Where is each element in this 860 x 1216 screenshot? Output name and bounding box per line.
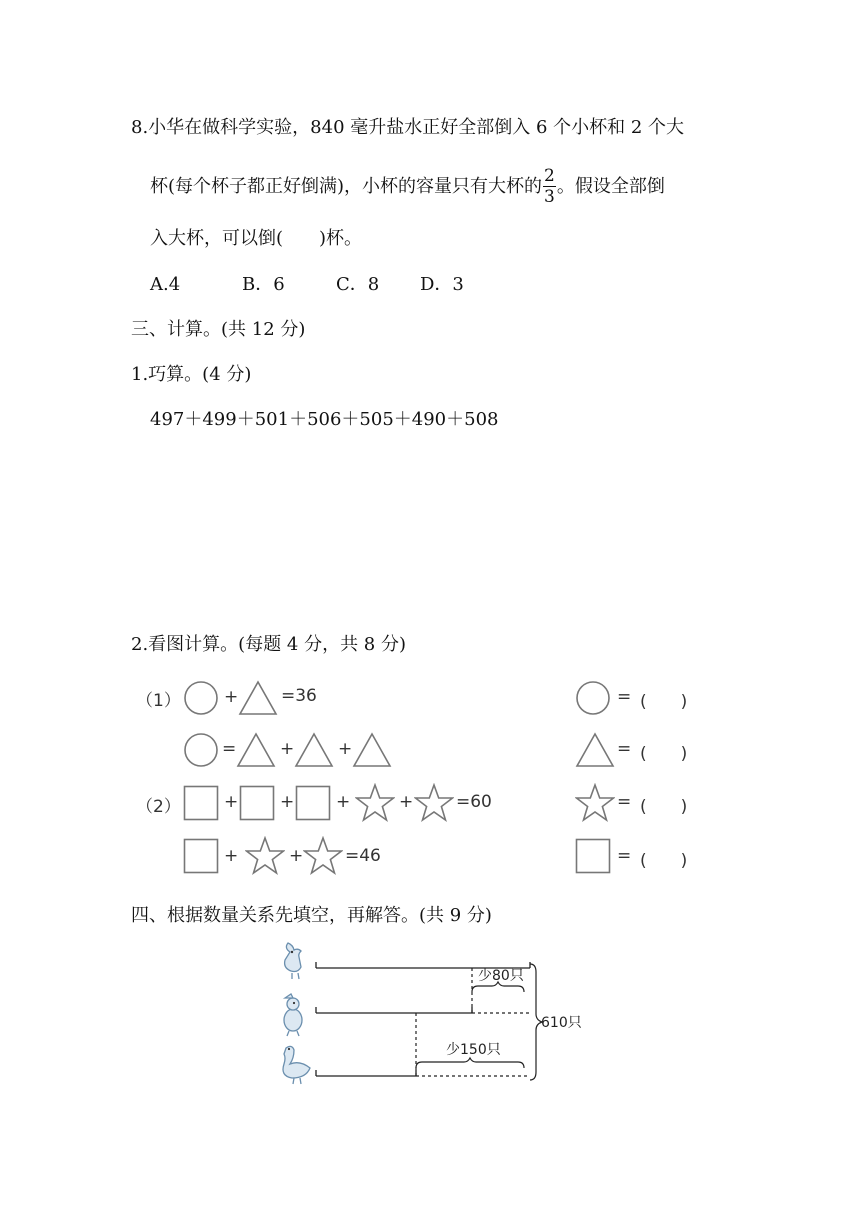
plus-sign: +	[224, 687, 239, 707]
plus-sign: +	[280, 792, 295, 812]
plus-sign: +	[399, 792, 414, 812]
square-icon	[183, 838, 219, 874]
fraction-denominator: 3	[544, 187, 555, 207]
triangle-icon	[352, 732, 392, 768]
circle-icon	[183, 732, 219, 768]
q8-line1: 8.小华在做科学实验，840 毫升盐水正好全部倒入 6 个小杯和 2 个大	[131, 117, 685, 138]
line-segment-diagram	[276, 940, 606, 1090]
puzzle-1-label: （1）	[136, 691, 181, 711]
q8-line3: 入大杯，可以倒( )杯。	[150, 228, 363, 249]
equals-sign: =	[222, 739, 237, 759]
q8-option-a: A.4	[150, 274, 181, 295]
plus-sign: +	[224, 846, 239, 866]
puzzle-2-label: （2）	[136, 797, 181, 817]
equals-36: =36	[281, 686, 317, 706]
fraction-numerator: 2	[544, 166, 555, 186]
q1-title: 1.巧算。(4 分)	[131, 364, 252, 385]
equals-sign: =	[617, 846, 632, 866]
triangle-icon	[294, 732, 334, 768]
q8-option-c: C．8	[336, 274, 380, 295]
star-icon	[355, 783, 395, 823]
duck-icon	[284, 994, 302, 1036]
circle-icon	[183, 680, 219, 716]
plus-sign: +	[280, 739, 295, 759]
q8-line2	[150, 168, 665, 206]
fraction-two-thirds	[543, 168, 556, 206]
square-icon	[295, 785, 331, 821]
plus-sign: +	[338, 739, 353, 759]
q8-option-b: B．6	[242, 274, 285, 295]
star-icon	[245, 836, 285, 876]
plus-sign: +	[224, 792, 239, 812]
total-610-label: 610只	[541, 1015, 582, 1031]
square-icon	[575, 838, 611, 874]
plus-sign: +	[336, 792, 351, 812]
less-150-label: 少150只	[446, 1042, 501, 1058]
star-icon	[414, 783, 454, 823]
triangle-icon	[575, 732, 615, 768]
q1-expression: 497＋499＋501＋506＋505＋490＋508	[150, 409, 499, 430]
triangle-icon	[238, 680, 278, 716]
goose-icon	[283, 1046, 310, 1084]
answer-triangle-blank[interactable]: ( )	[640, 744, 688, 764]
star-icon	[303, 836, 343, 876]
equals-46: =46	[345, 846, 381, 866]
equals-sign: =	[617, 739, 632, 759]
section3-title: 三、计算。(共 12 分)	[131, 319, 306, 340]
q2-title: 2.看图计算。(每题 4 分，共 8 分)	[131, 634, 407, 655]
equals-sign: =	[617, 792, 632, 812]
equals-60: =60	[456, 792, 492, 812]
square-icon	[183, 785, 219, 821]
equals-sign: =	[617, 687, 632, 707]
q8-option-d: D．3	[420, 274, 464, 295]
square-icon	[239, 785, 275, 821]
circle-icon	[575, 680, 611, 716]
less-80-label: 少80只	[478, 968, 524, 984]
rooster-icon	[285, 943, 301, 979]
answer-circle-blank[interactable]: ( )	[640, 692, 688, 712]
star-icon	[575, 783, 615, 823]
q8-line2-b: 。假设全部倒	[556, 176, 665, 197]
plus-sign: +	[289, 846, 304, 866]
answer-square-blank[interactable]: ( )	[640, 851, 688, 871]
section4-title: 四、根据数量关系先填空，再解答。(共 9 分)	[131, 905, 492, 926]
q8-line2-a: 杯(每个杯子都正好倒满)，小杯的容量只有大杯的	[150, 176, 543, 197]
answer-star-blank[interactable]: ( )	[640, 797, 688, 817]
triangle-icon	[236, 732, 276, 768]
